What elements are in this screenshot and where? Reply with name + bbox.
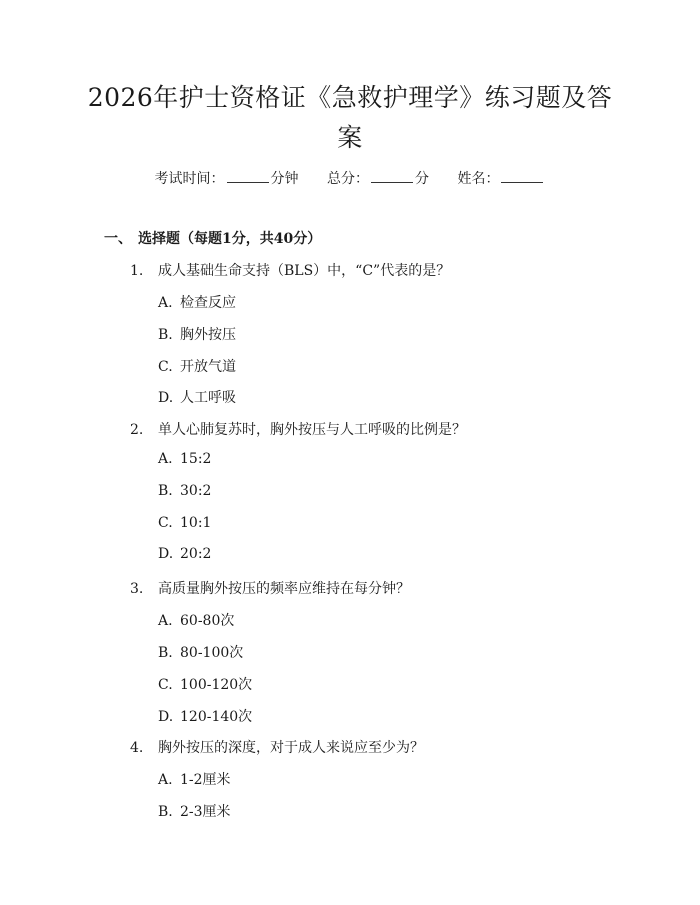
section-heading: [104, 228, 321, 248]
option-3b: [158, 642, 243, 662]
exam-time-field: [155, 171, 299, 187]
option-4a: [158, 769, 231, 789]
question-text: 高质量胸外按压的频率应维持在每分钟？: [158, 581, 410, 597]
option-letter: B.: [158, 804, 173, 820]
option-letter: B.: [158, 483, 173, 499]
option-2d: [158, 546, 211, 562]
option-letter: D.: [158, 709, 174, 725]
option-1b: [158, 324, 236, 344]
option-text: 100-120次: [180, 677, 253, 693]
option-text: 2-3厘米: [180, 804, 231, 820]
total-score-field: [327, 171, 429, 187]
option-text: 胸外按压: [180, 327, 236, 343]
option-text: 1-2厘米: [180, 772, 231, 788]
question-number: 3.: [130, 581, 144, 597]
exam-time-unit: 分钟: [270, 171, 299, 187]
section-label: 选择题（每题1分，共40分）: [138, 231, 322, 247]
question-number: 2.: [130, 422, 144, 438]
question-2: [130, 419, 466, 439]
option-letter: B.: [158, 645, 173, 661]
total-score-label: 总分：: [327, 171, 369, 187]
name-field: [457, 171, 545, 187]
exam-time-label: 考试时间：: [154, 171, 225, 187]
question-number: 4.: [130, 740, 144, 756]
question-1: [130, 260, 450, 280]
option-letter: D.: [158, 390, 174, 406]
option-text: 人工呼吸: [180, 390, 236, 406]
option-letter: D.: [158, 546, 174, 562]
option-letter: B.: [158, 327, 173, 343]
option-1d: [158, 387, 236, 407]
option-text: 60-80次: [180, 613, 235, 629]
option-3d: [158, 706, 252, 726]
option-3c: [158, 674, 252, 694]
question-text: 胸外按压的深度，对于成人来说应至少为？: [158, 740, 424, 756]
document-title: 2026年护士资格证《急救护理学》练习题及答案: [87, 83, 613, 152]
option-letter: A.: [158, 613, 173, 629]
exam-info-line: [0, 168, 700, 188]
total-score-blank: [371, 168, 413, 183]
option-letter: A.: [158, 451, 173, 467]
name-label: 姓名：: [457, 171, 500, 187]
option-letter: C.: [158, 515, 173, 531]
option-2a: [158, 451, 211, 467]
option-2b: [158, 483, 211, 499]
option-text: 检查反应: [180, 295, 236, 311]
option-text: 开放气道: [180, 359, 236, 375]
name-blank: [501, 168, 543, 183]
question-4: [130, 737, 424, 757]
option-4b: [158, 801, 231, 821]
total-score-unit: 分: [415, 171, 429, 187]
option-3a: [158, 610, 234, 630]
option-1a: [158, 292, 236, 312]
option-text: 10:1: [180, 515, 212, 531]
option-text: 30:2: [180, 483, 212, 499]
option-letter: A.: [158, 772, 173, 788]
option-text: 20:2: [180, 546, 212, 562]
option-letter: C.: [158, 677, 173, 693]
option-letter: A.: [158, 295, 173, 311]
question-number: 1.: [130, 263, 144, 279]
option-letter: C.: [158, 359, 173, 375]
option-text: 15:2: [180, 451, 212, 467]
exam-time-blank: [227, 168, 269, 183]
section-number: 一、: [104, 231, 132, 247]
question-3: [130, 578, 410, 598]
question-text: 单人心肺复苏时，胸外按压与人工呼吸的比例是？: [158, 422, 466, 438]
option-2c: [158, 515, 211, 531]
option-text: 120-140次: [180, 709, 253, 725]
question-text: 成人基础生命支持（BLS）中，“C”代表的是？: [158, 263, 451, 279]
option-text: 80-100次: [180, 645, 244, 661]
option-1c: [158, 356, 236, 376]
